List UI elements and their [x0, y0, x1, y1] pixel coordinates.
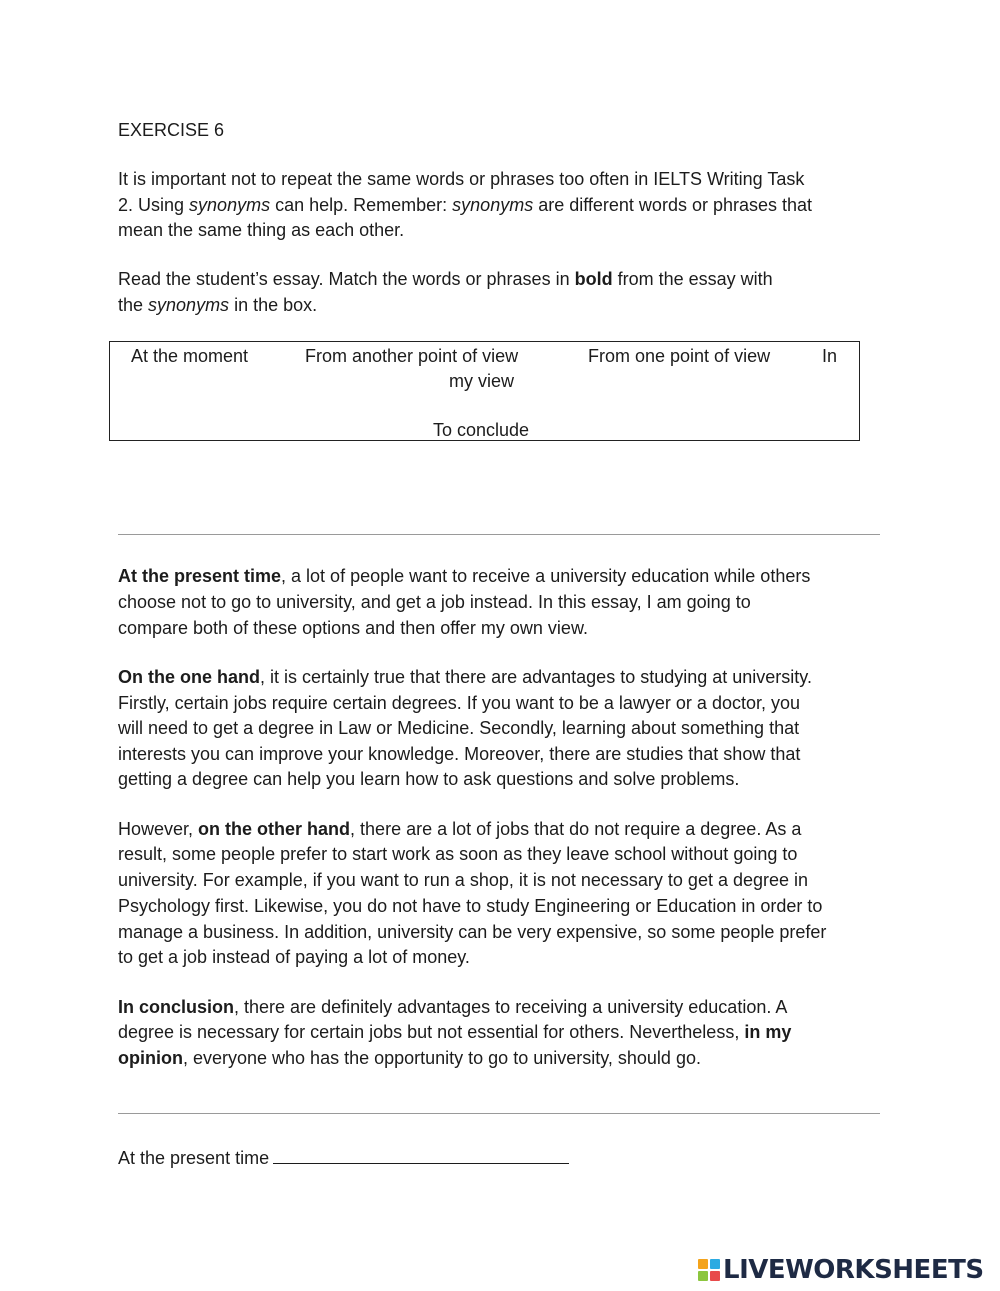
essay-p4-line-3: opinion, everyone who has the opportunity to go to university, should go. [118, 1048, 701, 1068]
essay-p1-line-3: compare both of these options and then offer my own view. [118, 618, 588, 638]
bold-phrase: On the one hand [118, 667, 260, 687]
essay-p4-line-2: degree is necessary for certain jobs but not essential for others. Nevertheless, in my [118, 1022, 792, 1042]
synonym-item: At the moment [131, 346, 249, 366]
answer-blank-field[interactable] [273, 1144, 569, 1164]
logo-square [710, 1271, 720, 1281]
synonym-item: To conclude [433, 420, 530, 440]
essay-p1-line-2: choose not to go to university, and get a job instead. In this essay, I am going to [118, 592, 751, 612]
synonym-item: From one point of view [588, 346, 771, 366]
exercise-heading: EXERCISE 6 [118, 120, 225, 140]
logo-text: LIVEWORKSHEETS [723, 1255, 984, 1285]
bold-phrase: At the present time [118, 566, 282, 586]
bold-phrase: In conclusion [118, 997, 235, 1017]
intro-line-1: It is important not to repeat the same words or phrases too often in IELTS Writing Task [118, 169, 805, 189]
essay-p3-line-3: university. For example, if you want to run a shop, it is not necessary to get a degree in [118, 870, 809, 890]
logo-squares-icon [698, 1259, 720, 1281]
intro-line-3: mean the same thing as each other. [118, 220, 405, 240]
bold-phrase: opinion [118, 1048, 183, 1068]
essay-p1-line-1: At the present time, a lot of people want to receive a university education while others [118, 566, 811, 586]
synonym-item: my view [449, 371, 515, 391]
bold-phrase: in my [744, 1022, 792, 1042]
liveworksheets-logo [698, 1255, 984, 1285]
instruction-line-1: Read the student’s essay. Match the words or phrases in bold from the essay with [118, 269, 773, 289]
answer-row [118, 1144, 569, 1172]
synonym-item: In [822, 346, 838, 366]
intro-line-2: 2. Using synonyms can help. Remember: synonyms are different words or phrases that [118, 195, 813, 215]
instruction-line-2: the synonyms in the box. [118, 295, 318, 315]
essay-p2-line-5: getting a degree can help you learn how to ask questions and solve problems. [118, 769, 740, 789]
essay-p3-line-5: manage a business. In addition, university can be very expensive, so some people prefer [118, 922, 827, 942]
divider-bottom [118, 1113, 880, 1114]
bold-phrase: on the other hand [198, 819, 351, 839]
essay-p3-line-2: result, some people prefer to start work as soon as they leave school without going to [118, 844, 798, 864]
essay-p2-line-4: interests you can improve your knowledge. Moreover, there are studies that show that [118, 744, 801, 764]
logo-square [710, 1259, 720, 1269]
synonym-box [109, 341, 860, 441]
essay-p3-line-4: Psychology first. Likewise, you do not have to study Engineering or Education in order to [118, 896, 823, 916]
essay-p3-line-6: to get a job instead of paying a lot of money. [118, 947, 470, 967]
essay-p2-line-3: will need to get a degree in Law or Medicine. Secondly, learning about something that [118, 718, 800, 738]
logo-square [698, 1259, 708, 1269]
divider-top [118, 534, 880, 535]
essay-p2-line-1: On the one hand, it is certainly true that there are advantages to studying at university. [118, 667, 812, 687]
synonym-item: From another point of view [305, 346, 519, 366]
logo-square [698, 1271, 708, 1281]
essay-p4-line-1: In conclusion, there are definitely advantages to receiving a university education. A [118, 997, 788, 1017]
answer-label: At the present time [118, 1148, 270, 1168]
essay-p3-line-1: However, on the other hand, there are a lot of jobs that do not require a degree. As a [118, 819, 802, 839]
essay-p2-line-2: Firstly, certain jobs require certain degrees. If you want to be a lawyer or a doctor, you [118, 693, 800, 713]
